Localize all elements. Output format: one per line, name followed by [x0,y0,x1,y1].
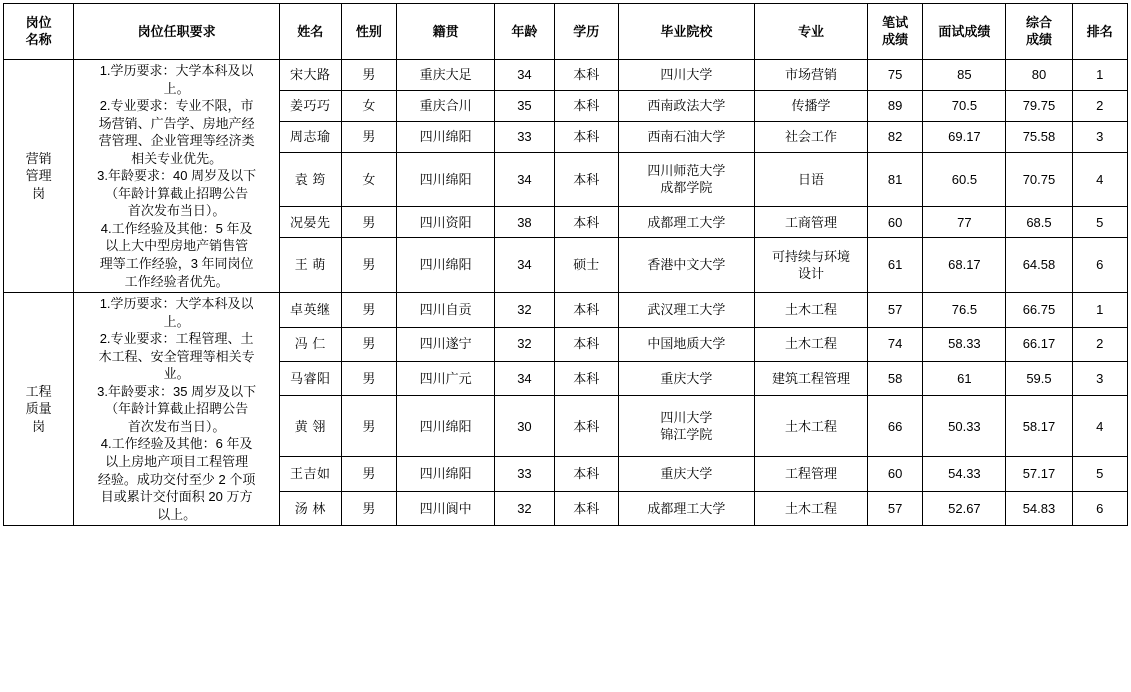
requirement-line: 营管理、企业管理等经济类 [98,133,255,149]
interview-score: 76.5 [923,293,1006,327]
candidate-origin: 四川绵阳 [397,152,495,207]
candidate-age: 34 [495,361,555,395]
table-row [4,293,1128,327]
candidate-gender: 男 [341,396,396,457]
candidate-rank: 1 [1072,60,1128,91]
school-line: 四川大学 [660,409,713,425]
post-name-cell [4,60,74,293]
candidate-education: 本科 [554,361,618,395]
candidate-rank: 5 [1072,207,1128,238]
candidate-education: 本科 [554,121,618,152]
candidate-major: 日语 [755,152,868,207]
candidate-origin: 四川绵阳 [397,121,495,152]
candidate-major: 土木工程 [755,396,868,457]
requirement-line: 4.工作经验及其他：5 年及 [100,220,253,236]
header-gender: 性别 [341,4,396,60]
candidate-origin: 四川资阳 [397,207,495,238]
total-score: 57.17 [1006,457,1072,491]
candidate-origin: 四川广元 [397,361,495,395]
requirement-line: 目或累计交付面积 20 万方 [100,489,253,505]
written-score: 60 [867,457,922,491]
total-score: 70.75 [1006,152,1072,207]
table-header-row [4,4,1128,60]
candidate-gender: 男 [341,121,396,152]
candidate-gender: 男 [341,238,396,293]
requirement-line: 相关专业优先。 [131,150,223,166]
interview-score: 70.5 [923,90,1006,121]
candidate-major: 土木工程 [755,491,868,525]
total-score: 80 [1006,60,1072,91]
candidate-name: 冯 仁 [279,327,341,361]
candidate-education: 本科 [554,207,618,238]
candidate-rank: 2 [1072,327,1128,361]
header-origin: 籍贯 [397,4,495,60]
requirement-line: 上。 [163,80,190,96]
requirement-line: 1.学历要求：大学本科及以 [99,296,254,312]
candidate-origin: 重庆大足 [397,60,495,91]
written-score: 60 [867,207,922,238]
header-post-name [4,4,74,60]
header-major: 专业 [755,4,868,60]
requirement-line: 2.专业要求：专业不限，市 [99,98,254,114]
candidate-origin: 四川绵阳 [397,396,495,457]
header-total-line2: 成绩 [1025,31,1052,47]
major-line: 可持续与环境 [772,248,851,264]
header-written-line1: 笔试 [882,14,909,30]
table-row [4,60,1128,91]
candidate-age: 34 [495,238,555,293]
total-score: 68.5 [1006,207,1072,238]
candidate-age: 32 [495,491,555,525]
written-score: 75 [867,60,922,91]
candidate-age: 30 [495,396,555,457]
candidate-origin: 重庆合川 [397,90,495,121]
header-education: 学历 [554,4,618,60]
candidate-name: 况晏先 [279,207,341,238]
candidate-rank: 6 [1072,238,1128,293]
total-score: 75.58 [1006,121,1072,152]
written-score: 61 [867,238,922,293]
candidate-education: 本科 [554,152,618,207]
written-score: 57 [867,491,922,525]
candidate-education: 硕士 [554,238,618,293]
candidate-name: 汤 林 [279,491,341,525]
interview-score: 54.33 [923,457,1006,491]
candidate-major: 土木工程 [755,293,868,327]
candidate-school: 成都理工大学 [618,491,754,525]
requirement-line: 木工程、安全管理等相关专 [98,348,255,364]
candidate-school: 武汉理工大学 [618,293,754,327]
requirement-line: 场营销、广告学、房地产经 [98,115,255,131]
total-score: 79.75 [1006,90,1072,121]
table-body [4,60,1128,526]
interview-score: 61 [923,361,1006,395]
header-total-score [1006,4,1072,60]
requirement-line: 工作经验者优先。 [124,273,229,289]
candidate-education: 本科 [554,293,618,327]
candidate-origin: 四川绵阳 [397,238,495,293]
header-school: 毕业院校 [618,4,754,60]
candidate-major: 工程管理 [755,457,868,491]
candidate-age: 33 [495,121,555,152]
interview-score: 68.17 [923,238,1006,293]
written-score: 81 [867,152,922,207]
header-post-name-line1: 岗位 [25,14,52,30]
header-age: 年龄 [495,4,555,60]
total-score: 59.5 [1006,361,1072,395]
candidate-rank: 5 [1072,457,1128,491]
requirement-line: （年龄计算截止招聘公告 [105,401,249,417]
candidate-school: 重庆大学 [618,361,754,395]
header-requirements: 岗位任职要求 [74,4,280,60]
candidate-gender: 女 [341,152,396,207]
major-line: 设计 [798,266,825,282]
post-name-line: 工程 [25,383,52,399]
requirement-line: 首次发布当日）。 [127,418,226,434]
candidate-education: 本科 [554,90,618,121]
candidate-major [755,238,868,293]
interview-score: 52.67 [923,491,1006,525]
candidate-rank: 4 [1072,152,1128,207]
interview-score: 50.33 [923,396,1006,457]
total-score: 66.17 [1006,327,1072,361]
requirement-line: 3.年龄要求：40 周岁及以下 [97,168,257,184]
candidate-major: 建筑工程管理 [755,361,868,395]
candidate-education: 本科 [554,396,618,457]
written-score: 58 [867,361,922,395]
requirement-line: （年龄计算截止招聘公告 [105,185,249,201]
candidate-name: 宋大路 [279,60,341,91]
requirement-line: 4.工作经验及其他：6 年及 [100,436,253,452]
candidate-major: 传播学 [755,90,868,121]
candidate-school: 香港中文大学 [618,238,754,293]
candidate-origin: 四川自贡 [397,293,495,327]
candidate-results-table [3,3,1128,526]
candidate-name: 袁 筠 [279,152,341,207]
candidate-age: 34 [495,152,555,207]
candidate-name: 黄 翎 [279,396,341,457]
candidate-gender: 男 [341,207,396,238]
written-score: 57 [867,293,922,327]
candidate-age: 32 [495,293,555,327]
requirement-line: 业。 [163,366,190,382]
candidate-gender: 女 [341,90,396,121]
requirements-cell [74,293,280,526]
candidate-origin: 四川阆中 [397,491,495,525]
candidate-rank: 4 [1072,396,1128,457]
candidate-gender: 男 [341,327,396,361]
interview-score: 85 [923,60,1006,91]
header-post-name-line2: 名称 [25,31,52,47]
candidate-age: 34 [495,60,555,91]
interview-score: 69.17 [923,121,1006,152]
total-score: 58.17 [1006,396,1072,457]
total-score: 66.75 [1006,293,1072,327]
interview-score: 77 [923,207,1006,238]
candidate-name: 周志瑜 [279,121,341,152]
requirement-line: 经验。成功交付至少 2 个项 [97,471,256,487]
written-score: 82 [867,121,922,152]
school-line: 四川师范大学 [647,162,726,178]
requirement-line: 理等工作经验，3 年同岗位 [99,256,254,272]
candidate-school [618,396,754,457]
candidate-origin: 四川绵阳 [397,457,495,491]
requirement-line: 首次发布当日）。 [127,203,226,219]
candidate-school [618,152,754,207]
candidate-gender: 男 [341,293,396,327]
candidate-major: 市场营销 [755,60,868,91]
candidate-major: 工商管理 [755,207,868,238]
total-score: 54.83 [1006,491,1072,525]
written-score: 66 [867,396,922,457]
candidate-major: 社会工作 [755,121,868,152]
candidate-school: 四川大学 [618,60,754,91]
written-score: 89 [867,90,922,121]
requirement-line: 以上。 [157,506,197,522]
candidate-gender: 男 [341,60,396,91]
candidate-education: 本科 [554,60,618,91]
candidate-name: 王 萌 [279,238,341,293]
requirement-line: 1.学历要求：大学本科及以 [99,63,254,78]
candidate-school: 中国地质大学 [618,327,754,361]
candidate-age: 38 [495,207,555,238]
interview-score: 58.33 [923,327,1006,361]
header-name: 姓名 [279,4,341,60]
requirements-cell [74,60,280,293]
candidate-name: 姜巧巧 [279,90,341,121]
requirement-line: 上。 [163,313,190,329]
post-name-line: 管理 [25,168,52,184]
written-score: 74 [867,327,922,361]
candidate-name: 王吉如 [279,457,341,491]
candidate-rank: 1 [1072,293,1128,327]
candidate-gender: 男 [341,361,396,395]
candidate-education: 本科 [554,491,618,525]
candidate-name: 马睿阳 [279,361,341,395]
candidate-major: 土木工程 [755,327,868,361]
candidate-age: 35 [495,90,555,121]
post-name-line: 质量 [25,401,52,417]
candidate-school: 西南石油大学 [618,121,754,152]
interview-score: 60.5 [923,152,1006,207]
candidate-education: 本科 [554,327,618,361]
requirement-line: 以上大中型房地产销售管 [105,238,249,254]
post-name-line: 营销 [25,150,52,166]
post-name-cell [4,293,74,526]
header-written-line2: 成绩 [882,31,909,47]
requirement-line: 3.年龄要求：35 周岁及以下 [97,383,257,399]
candidate-rank: 6 [1072,491,1128,525]
candidate-education: 本科 [554,457,618,491]
header-total-line1: 综合 [1025,14,1052,30]
total-score: 64.58 [1006,238,1072,293]
requirement-line: 以上房地产项目工程管理 [105,454,249,470]
school-line: 成都学院 [660,180,713,196]
candidate-school: 重庆大学 [618,457,754,491]
school-line: 锦江学院 [660,427,713,443]
candidate-origin: 四川遂宁 [397,327,495,361]
header-interview-score: 面试成绩 [923,4,1006,60]
post-name-line: 岗 [32,418,46,434]
candidate-school: 成都理工大学 [618,207,754,238]
requirement-line: 2.专业要求：工程管理、土 [99,331,254,347]
candidate-school: 西南政法大学 [618,90,754,121]
candidate-age: 33 [495,457,555,491]
candidate-age: 32 [495,327,555,361]
candidate-gender: 男 [341,457,396,491]
candidate-name: 卓英继 [279,293,341,327]
candidate-rank: 2 [1072,90,1128,121]
candidate-rank: 3 [1072,361,1128,395]
header-written-score [867,4,922,60]
candidate-gender: 男 [341,491,396,525]
candidate-rank: 3 [1072,121,1128,152]
header-rank: 排名 [1072,4,1128,60]
post-name-line: 岗 [32,185,46,201]
